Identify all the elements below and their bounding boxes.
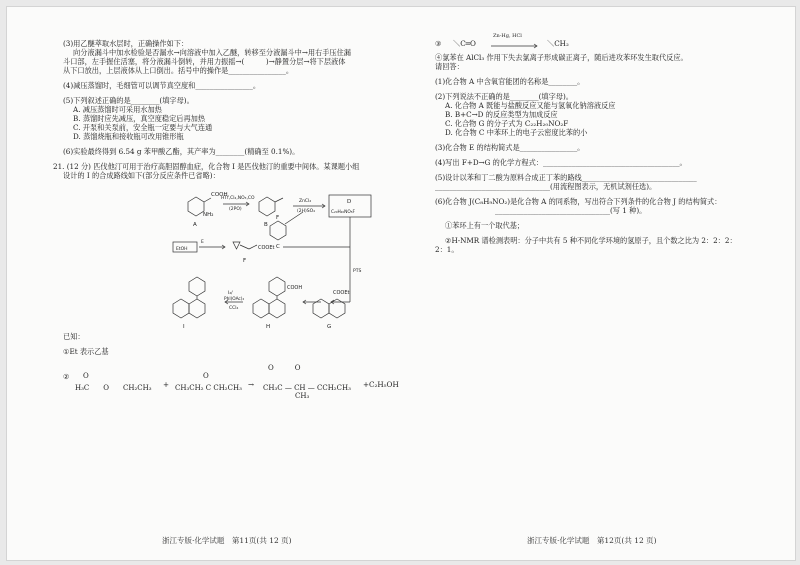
q3-line-2: 斗口部，左手握住活塞，将分液漏斗倒转，并用力振摇→( )→静置分层→将下层液体 (63, 57, 346, 66)
r2-option-a: A. 化合物 A 既能与盐酸反应又能与氢氧化钠溶液反应 (445, 101, 616, 110)
label-b: B (264, 222, 268, 228)
label-h: H (266, 324, 271, 330)
a-cooh-label: COOH (211, 192, 228, 198)
question-6: (6)实验最终得到 6.54 g 苯甲酸乙酯，其产率为________(精确至 0.1%)。 (63, 147, 300, 156)
known-2-equation: ② O H₃C O CH₂CH₃ + O CH₃CH₂ C CH₂CH₃ → O O CH₃C — CH — CCH₂CH₃ CH₃ +C₂H₅OH (63, 364, 399, 400)
label-g: G (327, 324, 332, 330)
question-21-line-2: 设计的 I 的合成路线如下(部分反应条件已省略)： (63, 171, 220, 180)
g-cooet-label: COOEt (333, 290, 350, 296)
svg-text:C₂₀H₂₀NO₅F: C₂₀H₂₀NO₅F (331, 210, 355, 215)
question-r3: (3)化合物 E 的结构简式是________________。 (435, 143, 585, 152)
left-page (53, 39, 403, 400)
q5-option-d: D. 蒸馏烧瓶和接收瓶可改用锥形瓶 (73, 132, 184, 141)
q5-option-b: B. 蒸馏时应先减压，真空度稳定后再加热 (73, 114, 206, 123)
known-4: ④氯苯在 AlCl₃ 作用下失去氯离子形成碳正离子，随后进攻苯环发生取代反应。 (435, 53, 688, 62)
q3-line-1: 向分液漏斗中加水检验是否漏水→向溶液中加入乙醚，转移至分液漏斗中→用右手压住漏 (73, 48, 351, 57)
reagent-4: PTS (353, 269, 362, 274)
svg-text:I₂/: I₂/ (228, 291, 233, 296)
reagent-2b: (2H)SO₄ (297, 209, 315, 214)
c-f-label: F (276, 215, 280, 221)
right-page (435, 33, 775, 254)
reagent-5b: CCl₄ (229, 306, 239, 311)
r2-option-c: C. 化合物 G 的分子式为 C₂₂H₂₀NO₂F (445, 119, 569, 128)
question-5: (5)下列叙述正确的是________(填字母)。 (63, 96, 194, 105)
compound-a-ring (188, 197, 204, 216)
question-4: (4)减压蒸馏时，毛细管可以调节真空度和________________。 (63, 81, 261, 90)
known-3-label: ③ (435, 39, 442, 48)
eq3-reagent: Zn-Hg, HCl (493, 33, 522, 39)
question-r6: (6)化合物 J(C₈H₉NO₂)是化合物 A 的同系物，写出符合下列条件的化合物 J 的结构简式： (435, 197, 722, 206)
label-d: D (347, 199, 352, 205)
footer-right: 浙江专版·化学试题 第12页(共 12 页) (527, 536, 657, 545)
label-a: A (193, 222, 197, 228)
condition-2-line-2: 2：1。 (435, 245, 459, 254)
eq-arrow: → (248, 380, 255, 389)
answer-prompt: 请回答： (435, 62, 464, 71)
question-r6-line-2: ________________________________(写 1 种)。 (495, 206, 647, 215)
synthesis-scheme (63, 182, 403, 332)
question-r2: (2)下列说法不正确的是________(填字母)。 (435, 92, 573, 101)
label-c: C (276, 244, 280, 250)
question-r5-line-2: ________________________________(用流程图表示，无机试剂任选)。 (435, 182, 657, 191)
label-i: I (183, 324, 185, 330)
label-e: E (201, 240, 204, 245)
reagent-1b: (2PO) (229, 207, 242, 212)
svg-text:PhI(OAc)₂: PhI(OAc)₂ (224, 297, 245, 302)
question-r1: (1)化合物 A 中含氧官能团的名称是________。 (435, 77, 585, 86)
h-cooh-label: COOH (287, 285, 303, 291)
r2-option-d: D. 化合物 C 中苯环上的电子云密度比苯的小 (445, 128, 588, 137)
known-1: ①Et 表示乙基 (63, 347, 109, 356)
q5-option-a: A. 减压蒸馏时可采用水加热 (73, 105, 162, 114)
f-cooet-label: COOEt (258, 245, 275, 251)
q3-line-3: 从下口放出，上层液体从上口倒出。括号中的操作是________________。 (63, 66, 294, 75)
condition-1: ①苯环上有一个取代基； (445, 221, 525, 230)
footer-left: 浙江专版·化学试题 第11页(共 12 页) (162, 536, 292, 545)
q5-option-c: C. 开泵和关泵前，安全瓶一定要与大气连通 (73, 123, 213, 132)
known-2-label: ② (63, 372, 70, 381)
exam-sheet (6, 6, 796, 561)
known-label: 已知： (63, 332, 85, 341)
eq-mid: CH₃CH₂ C CH₂CH₃ (175, 384, 242, 392)
reagent-2: ZnCl₂ (299, 199, 312, 204)
reagent-1: HTf,Cl₂,NO₃,CO (221, 196, 255, 201)
question-21: 21. (12 分) 匹伐他汀可用于治疗高胆固醇血症，化合物 I 是匹伐他汀的重要中间体。某课题小组 (53, 162, 360, 171)
condition-2: ②H-NMR 谱检测表明：分子中共有 5 种不同化学环境的氢原子，且个数之比为 2：2：2： (445, 236, 737, 245)
reagent-3: EtOH (176, 247, 188, 252)
question-r5: (5)设计以苯和丁二酸为原料合成正丁苯的路线________________________________ (435, 173, 697, 182)
eq-plus: + (163, 380, 170, 389)
label-f: F (243, 258, 247, 264)
question-r4: (4)写出 F+D→G 的化学方程式：______________________________________。 (435, 158, 687, 167)
r2-option-b: B. B+C→D 的反应类型为加成反应 (445, 110, 558, 119)
question-3: (3)用乙醚萃取水层时，正确操作如下： (63, 39, 189, 48)
known-3-equation: ③ ＼C═O Zn-Hg, HCl ＼CH₂ (435, 33, 569, 48)
a-nh2-label: NH₂ (203, 212, 214, 218)
eq-product: +C₂H₅OH (363, 380, 399, 389)
